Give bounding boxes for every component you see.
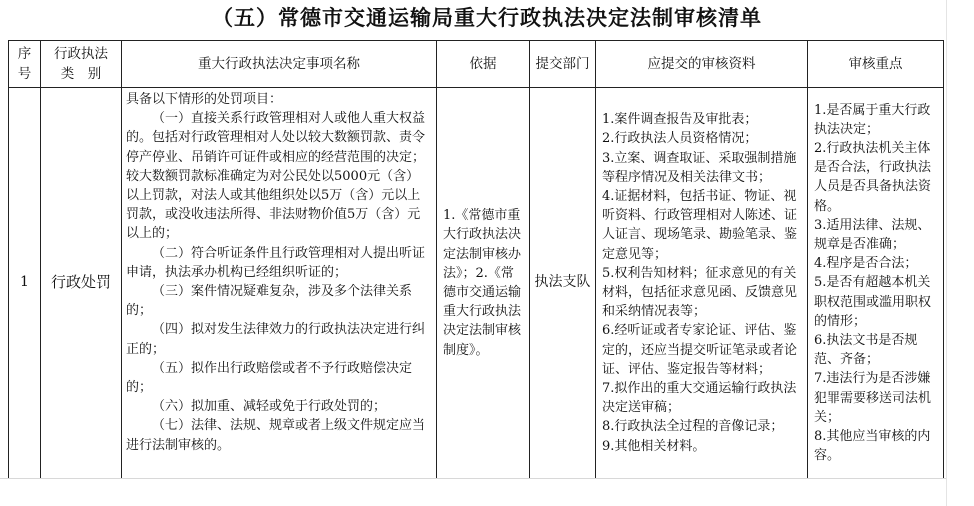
doc-item-5: 5.权利告知材料；征求意见的有关材料，包括征求意见函、反馈意见和采纳情况表等； bbox=[602, 265, 798, 320]
doc-item-2: 2.行政执法人员资格情况； bbox=[602, 131, 758, 147]
focus-item-6: 6.执法文书是否规范、齐备； bbox=[814, 333, 918, 368]
focus-item-3: 3.适用法律、法规、规章是否准确； bbox=[814, 217, 931, 252]
item-1: （一）直接关系行政管理相对人或他人重大权益的。包括对行政管理相对人处以较大数额罚款、责令停产停业、吊销许可证件或相应的经营范围的决定；较大数额罚款标准确定为对公民处以5000元（含）以上罚款，对法人或其他组织处以5万（含）元以上罚款，或没收违法所得、非法财物价值5万（含）元以上的； bbox=[126, 111, 426, 242]
item-4: （四）拟对发生法律效力的行政执法决定进行纠正的； bbox=[126, 322, 426, 357]
row-number: 1 bbox=[9, 88, 41, 479]
header-docs: 应提交的审核资料 bbox=[596, 41, 808, 88]
doc-item-6: 6.经听证或者专家论证、评估、鉴定的，还应当提交听证笔录或者论证、评估、鉴定报告等材料； bbox=[602, 323, 798, 377]
header-items: 重大行政执法决定事项名称 bbox=[122, 41, 437, 88]
doc-item-8: 8.行政执法全过程的音像记录； bbox=[602, 419, 784, 435]
focus-item-2: 2.行政执法机关主体是否合法，行政执法人员是否具备执法资格。 bbox=[814, 140, 932, 214]
item-6: （六）拟加重、减轻或免于行政处罚的； bbox=[152, 399, 387, 415]
header-type bbox=[41, 41, 122, 88]
header-no-line-2: 号 bbox=[17, 66, 32, 82]
header-dept: 提交部门 bbox=[530, 41, 596, 88]
page-edge-divider bbox=[946, 0, 947, 506]
focus-item-5: 5.是否有超越本机关职权范围或滥用职权的情形； bbox=[814, 275, 932, 329]
basis-cell: 1.《常德市重大行政执法决定法制审核办法》；2.《常德市交通运输重大行政执法决定法制审核制度》。 bbox=[437, 88, 530, 479]
submitting-department: 执法支队 bbox=[530, 88, 596, 479]
header-basis: 依据 bbox=[437, 41, 530, 88]
review-list-table bbox=[8, 40, 944, 479]
page-bottom-divider bbox=[0, 478, 946, 479]
doc-item-1: 1.案件调查报告及审批表； bbox=[602, 112, 758, 128]
item-5: （五）拟作出行政赔偿或者不予行政赔偿决定的； bbox=[126, 360, 413, 396]
focus-item-4: 4.程序是否合法； bbox=[814, 256, 918, 272]
enforcement-type: 行政处罚 bbox=[41, 88, 122, 479]
header-type-line-1: 行政执法 bbox=[54, 46, 108, 62]
decision-items-cell bbox=[122, 88, 437, 479]
doc-item-7: 7.拟作出的重大交通运输行政执法决定送审稿； bbox=[602, 381, 797, 416]
table-header-row bbox=[9, 41, 944, 88]
header-no bbox=[9, 41, 41, 88]
focus-item-7: 7.违法行为是否涉嫌犯罪需要移送司法机关； bbox=[814, 371, 932, 425]
focus-item-8: 8.其他应当审核的内容。 bbox=[814, 429, 931, 464]
doc-item-3: 3.立案、调查取证、采取强制措施等程序情况及相关法律文书； bbox=[602, 150, 797, 185]
item-2: （二）符合听证条件且行政管理相对人提出听证申请，执法承办机构已经组织听证的； bbox=[126, 245, 426, 280]
required-documents-cell bbox=[596, 88, 808, 479]
review-focus-cell bbox=[808, 88, 944, 479]
header-no-line-1: 序 bbox=[17, 46, 32, 62]
table-row bbox=[9, 88, 944, 479]
items-intro: 具备以下情形的处罚项目： bbox=[126, 92, 283, 107]
header-focus: 审核重点 bbox=[808, 41, 944, 88]
page-title: （五）常德市交通运输局重大行政执法决定法制审核清单 bbox=[212, 6, 762, 30]
doc-item-9: 9.其他相关材料。 bbox=[602, 438, 706, 454]
header-type-line-2: 类 别 bbox=[60, 66, 102, 82]
item-7: （七）法律、法规、规章或者上级文件规定应当进行法制审核的。 bbox=[126, 418, 426, 453]
item-3: （三）案件情况疑难复杂，涉及多个法律关系的； bbox=[126, 284, 413, 319]
doc-item-4: 4.证据材料，包括书证、物证、视听资料、行政管理相对人陈述、证人证言、现场笔录、勘验笔录、鉴定意见等； bbox=[602, 188, 798, 262]
focus-item-1: 1.是否属于重大行政执法决定； bbox=[814, 102, 931, 137]
